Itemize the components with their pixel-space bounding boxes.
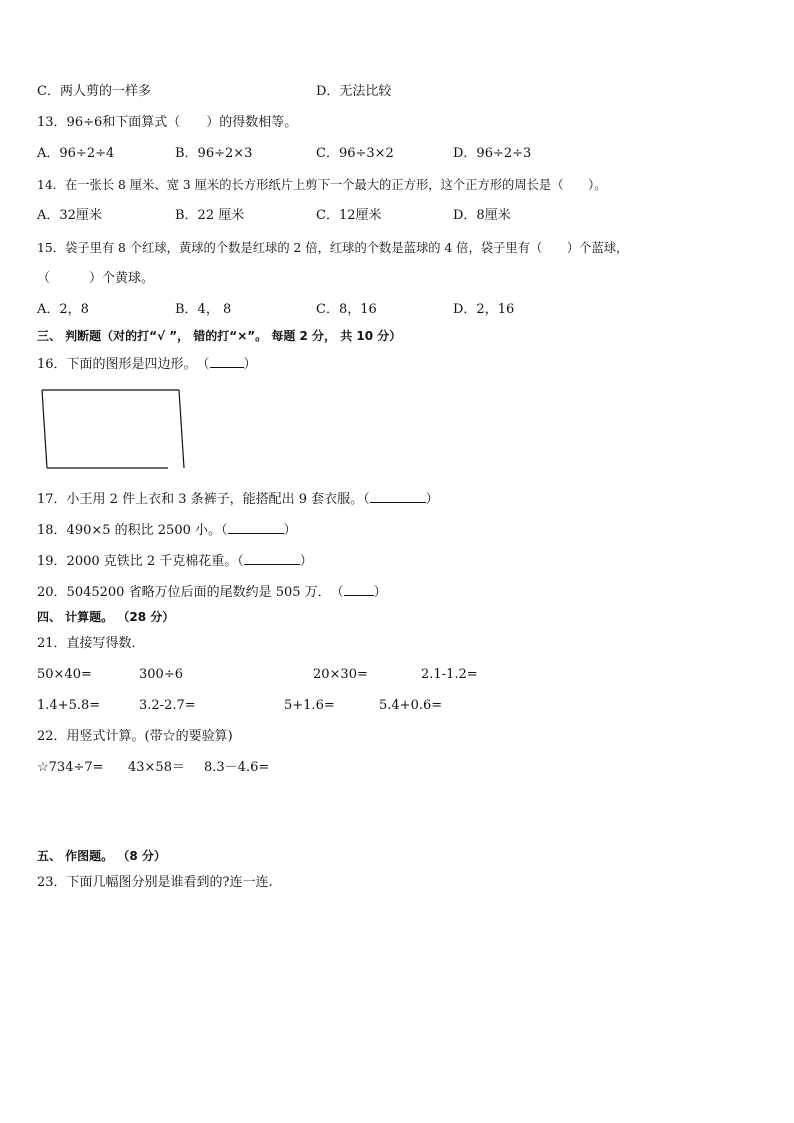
- q14-option-b: B．22 厘米: [175, 208, 245, 223]
- q17-text: 17．小王用 2 件上衣和 3 条裤子，能搭配出 9 套衣服。（: [37, 492, 370, 507]
- q21-row1-item: 50×40=: [37, 667, 92, 682]
- q21-row1-item: 20×30=: [313, 667, 368, 682]
- q17-answer-blank[interactable]: [370, 490, 426, 503]
- q14-option-d: D．8厘米: [453, 208, 511, 223]
- q13-option-b: B．96÷2×3: [175, 146, 253, 161]
- q18-close: ）: [283, 523, 297, 538]
- q21-row1-item: 2.1-1.2=: [421, 667, 478, 682]
- q16-close: ）: [243, 357, 257, 372]
- q15-stem-line2: （ ）个黄球。: [37, 271, 155, 286]
- q18-stem: [37, 521, 297, 539]
- q20-text: 20．5045200 省略万位后面的尾数约是 505 万． （: [37, 585, 344, 600]
- q21-row2-item: 3.2-2.7=: [139, 698, 196, 713]
- q16-text: 16．下面的图形是四边形。 （: [37, 357, 210, 372]
- q13-option-c: C．96÷3×2: [316, 146, 394, 161]
- q21-row2-item: 5.4+0.6=: [379, 698, 443, 713]
- q15-option-a: A．2，8: [37, 302, 89, 317]
- q19-text: 19．2000 克铁比 2 千克棉花重。（: [37, 554, 244, 569]
- q14-option-c: C．12厘米: [316, 208, 382, 223]
- section-5-title: 五、 作图题。 （8 分）: [37, 849, 166, 863]
- q21-row2-item: 5+1.6=: [284, 698, 335, 713]
- q15-stem-line1: 15．袋子里有 8 个红球，黄球的个数是红球的 2 倍，红球的个数是蓝球的 4 倍，袋子里有（ ）个蓝球，: [37, 241, 629, 255]
- q19-stem: [37, 552, 313, 570]
- q17-stem: [37, 490, 439, 508]
- q12-option-d: D．无法比较: [316, 84, 392, 99]
- q23-stem: 23．下面几幅图分别是谁看到的?连一连.: [37, 875, 273, 890]
- q21-row2-item: 1.4+5.8=: [37, 698, 101, 713]
- q18-answer-blank[interactable]: [228, 521, 284, 534]
- q12-option-c: C．两人剪的一样多: [37, 84, 151, 99]
- q15-option-d: D．2，16: [453, 302, 515, 317]
- q19-answer-blank[interactable]: [244, 552, 300, 565]
- q20-close: ）: [373, 585, 387, 600]
- q13-option-d: D．96÷2÷3: [453, 146, 532, 161]
- q13-stem: 13．96÷6和下面算式（ ）的得数相等。: [37, 115, 298, 130]
- q14-stem: 14．在一张长 8 厘米、宽 3 厘米的长方形纸片上剪下一个最大的正方形，这个正方形的周长是（ ）。: [37, 178, 607, 192]
- q21-stem: 21．直接写得数．: [37, 636, 145, 651]
- q15-option-b: B．4， 8: [175, 302, 232, 317]
- quadrilateral-figure: [38, 386, 188, 472]
- q20-stem: [37, 583, 387, 601]
- section-4-title: 四、 计算题。 （28 分）: [37, 610, 175, 624]
- q22-stem: 22．用竖式计算。(带☆的要验算): [37, 729, 233, 744]
- q21-row1-item: 300÷6: [139, 667, 183, 682]
- q14-option-a: A．32厘米: [37, 208, 102, 223]
- section-3-title: 三、 判断题（对的打“√ ”， 错的打“×”。 每题 2 分， 共 10 分）: [37, 329, 402, 343]
- q15-option-c: C．8，16: [316, 302, 377, 317]
- q13-option-a: A．96÷2÷4: [37, 146, 115, 161]
- q16-answer-blank[interactable]: [210, 355, 244, 368]
- q22-item: 8.3－4.6=: [204, 760, 270, 775]
- q16-stem: [37, 355, 257, 373]
- q22-item: 43×58＝: [128, 760, 185, 775]
- q19-close: ）: [299, 554, 313, 569]
- q17-close: ）: [425, 492, 439, 507]
- q18-text: 18．490×5 的积比 2500 小。（: [37, 523, 228, 538]
- q20-answer-blank[interactable]: [344, 583, 374, 596]
- q22-item: ☆734÷7=: [37, 760, 104, 775]
